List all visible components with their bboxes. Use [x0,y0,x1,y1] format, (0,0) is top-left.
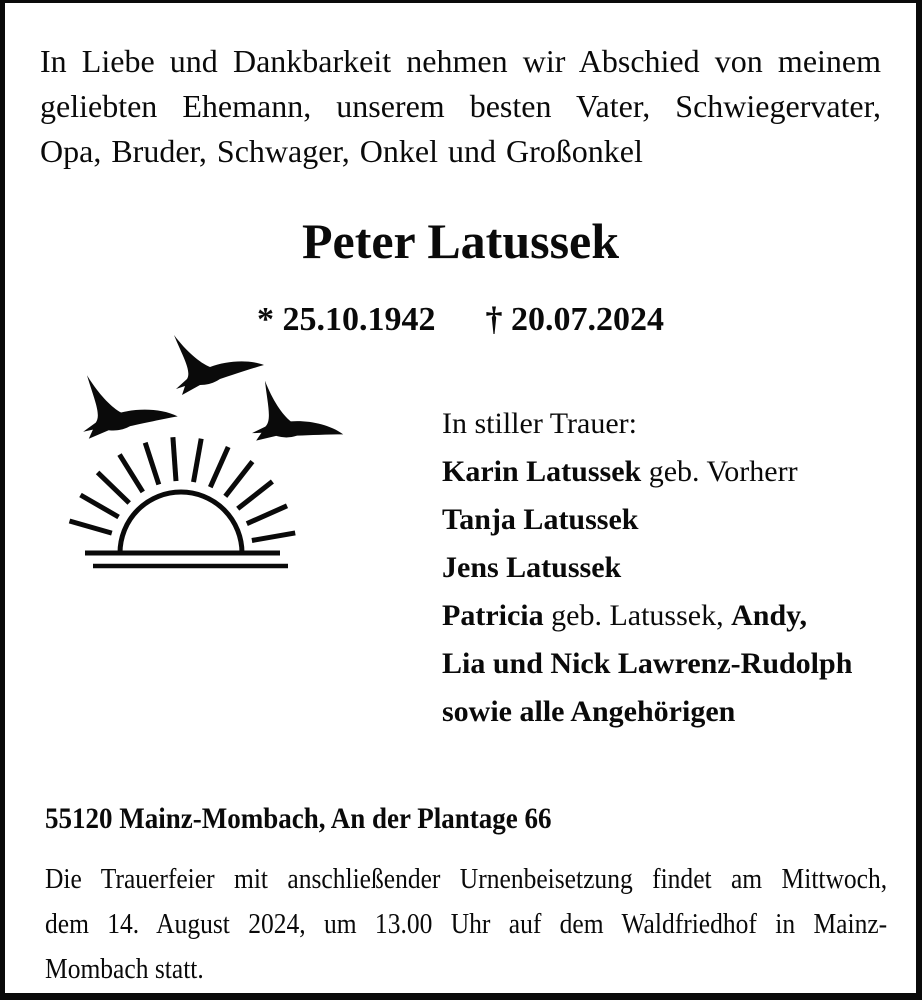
mourner-line [442,640,852,688]
birds-sun-illustration [40,327,350,577]
intro-paragraph [40,39,881,174]
maiden-name: geb. Vorherr [648,455,798,488]
funeral-line: Die Trauerfeier mit anschließender Urnenbeisetzung findet am Mittwoch, [45,863,888,895]
mourners-list [442,400,852,736]
mourner-name: Lia und Nick Lawrenz-Rudolph [442,647,853,680]
mourner-line [442,448,852,496]
mourner-name: Patricia [442,599,544,632]
mourner-line [442,544,852,592]
horizon-lines [85,553,288,566]
death-date: † 20.07.2024 [485,301,664,338]
mourner-name: Karin Latussek [442,455,642,488]
maiden-name: geb. Latussek, [551,599,724,632]
funeral-line: Mombach statt. [45,953,204,985]
intro-line: geliebten Ehemann, unserem besten Vater, Schwiegervater, [40,88,881,124]
mourner-name: Tanja Latussek [442,503,639,536]
address-line: 55120 Mainz-Mombach, An der Plantage 66 [45,802,552,835]
mourner-name: Jens Latussek [442,551,622,584]
intro-line: In Liebe und Dankbarkeit nehmen wir Abschied von meinem [40,43,881,79]
birth-date: * 25.10.1942 [257,301,436,338]
mourner-line [442,592,852,640]
mourner-line [442,688,852,736]
bird-icon [80,375,181,448]
funeral-details [45,857,887,992]
mourners-intro: In stiller Trauer: [442,407,637,440]
rising-sun-icon [70,437,296,553]
deceased-name: Peter Latussek [301,213,620,269]
intro-line: Opa, Bruder, Schwager, Onkel und Großonkel [40,133,643,169]
funeral-line: dem 14. August 2024, um 13.00 Uhr auf dem Waldfriedhof in Mainz- [45,908,888,940]
mourner-line [442,496,852,544]
birds-sun-svg [40,327,350,577]
bird-icon [248,381,350,463]
bird-icon [174,335,264,395]
mourner-line-relatives: sowie alle Angehörigen [442,695,736,728]
mourner-name: Andy, [731,599,807,632]
